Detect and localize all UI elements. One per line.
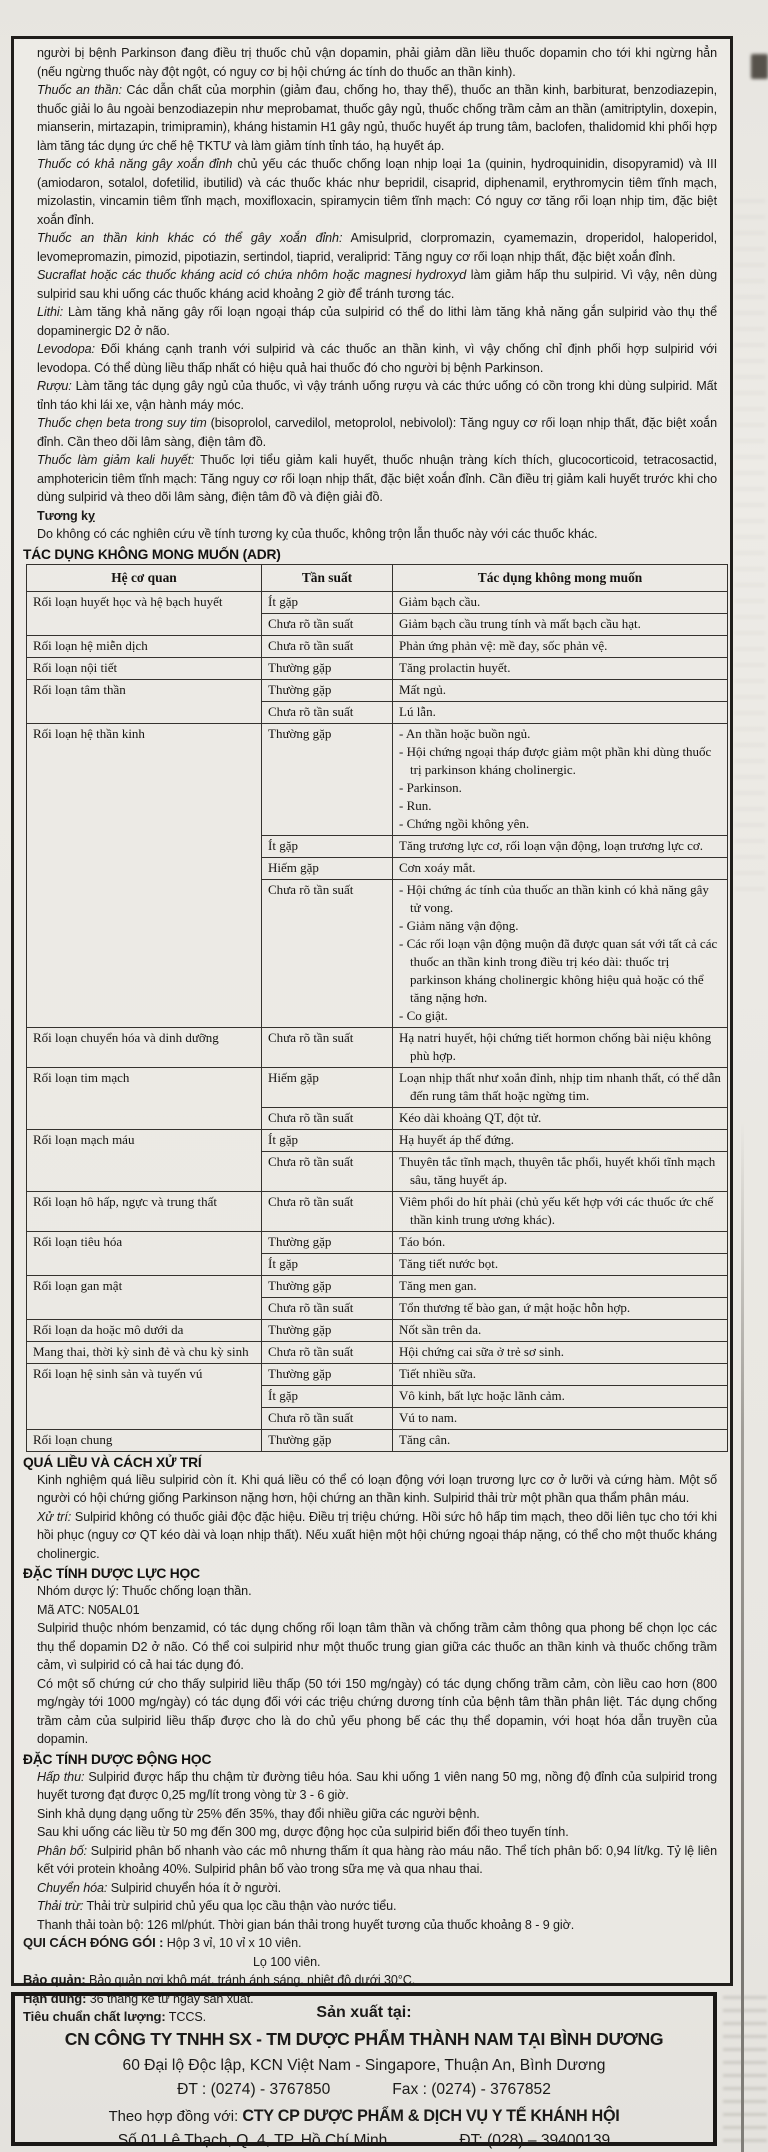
effect-line: Hạ natri huyết, hội chứng tiết hormon chống bài niệu không phù hợp. [399,1030,712,1063]
frequency-cell: Chưa rõ tần suất [262,701,393,723]
effect-line: Giảm bạch cầu trung tính và mất bạch cầu hạt. [399,616,641,631]
effect-line: Lú lẫn. [399,704,436,719]
frequency-cell: Thường gặp [262,723,393,835]
table-row [27,1191,728,1231]
paragraph: Lithi: Làm tăng khả năng gây rối loạn ngoại tháp của sulpirid có thể do lithi làm tăng khả năng gắn sulpirid vào thụ thể dopaminergic D2 ở não. [37,305,717,338]
paragraph-lead: Thuốc chẹn beta trong suy tim [37,416,207,430]
table-row [27,657,728,679]
paragraph-lead: Tương kỵ [37,508,95,523]
effect-cell [393,1129,728,1151]
bleed-through-artifact [735,200,765,900]
paragraph: Hạn dùng: 36 tháng kể từ ngày sản xuất. [23,1990,254,2006]
effect-line: Tổn thương tế bào gan, ứ mật hoặc hỗn hợp. [399,1300,631,1315]
contract-address: Số 01 Lê Thạch, Q. 4, TP. Hồ Chí Minh [117,2132,388,2149]
frequency-cell: Ít gặp [262,835,393,857]
contract-lead: Theo hợp đồng với: [108,2109,243,2125]
frequency-cell: Thường gặp [262,1363,393,1385]
section-heading: ĐẶC TÍNH DƯỢC ĐỘNG HỌC [23,1751,212,1767]
frequency-cell: Chưa rõ tần suất [262,1027,393,1067]
effect-cell [393,1407,728,1429]
paragraph: Lọ 100 viên. [253,1954,321,1969]
frequency-cell: Thường gặp [262,1231,393,1253]
paragraph-lead: Levodopa: [37,342,95,356]
paragraph-lead: Tiêu chuẩn chất lượng: [23,2009,166,2024]
effect-cell [393,613,728,635]
paragraph-lead: Sucraflat hoặc các thuốc kháng acid có chứa nhôm hoặc magnesi hydroxyd [37,268,467,282]
effect-cell [393,1191,728,1231]
paragraph: Levodopa: Đối kháng cạnh tranh với sulpirid và các thuốc an thần kinh, vì vậy chống chỉ định phối hợp sulpirid với levodopa. Có thể dùng liều thấp nhất có hiệu quả hai thuốc đó cho người bị bệnh Parkinson. [37,342,717,375]
effect-line: Hội chứng cai sữa ở trẻ sơ sinh. [399,1344,565,1359]
paragraph-lead: Bảo quản: [23,1972,86,1987]
effect-cell [393,1231,728,1253]
manufacturer-address: 60 Đại lộ Độc lập, KCN Việt Nam - Singapore, Thuận An, Bình Dương [122,2057,606,2074]
organ-cell: Mang thai, thời kỳ sinh đẻ và chu kỳ sinh [27,1341,262,1363]
section-heading: ĐẶC TÍNH DƯỢC LỰC HỌC [23,1566,200,1581]
effect-line: Tiết nhiều sữa. [399,1366,476,1381]
organ-cell: Rối loạn hệ thần kinh [27,723,262,1027]
table-row [27,679,728,701]
table-row [27,1027,728,1067]
paragraph-lead: Rượu: [37,379,72,393]
organ-cell: Rối loạn tiêu hóa [27,1231,262,1275]
column-header-frequency: Tần suất [262,564,393,591]
effect-line: - Chứng ngồi không yên. [399,816,530,831]
effect-line: Thuyên tắc tĩnh mạch, thuyên tắc phổi, huyết khối tĩnh mạch sâu, tăng huyết áp. [399,1154,716,1187]
paragraph: Rượu: Làm tăng tác dụng gây ngủ của thuốc, vì vậy tránh uống rượu và các thức uống có cồn trong khi dùng sulpirid. Mất tỉnh táo khi lái xe, vận hành máy móc. [37,379,717,412]
frequency-cell: Chưa rõ tần suất [262,1107,393,1129]
frequency-cell: Ít gặp [262,1129,393,1151]
paragraph-lead: Hấp thu: [37,1769,85,1784]
manufacturer-box [11,1992,717,2149]
paragraph: Thuốc an thần: Các dẫn chất của morphin (giảm đau, chống ho, thay thế), thuốc an thần kinh, barbiturat, benzodiazepin, thuốc giải lo âu ngoài benzodiazepin như meprobamat, thuốc gây ngủ, thuốc chống trầm cảm an thần (amitriptylin, doxepin, mianserin, mirtazapin, trimipramin), kháng histamin H1 gây ngủ, thuốc huyết áp trung tâm, baclofen, thalidomid khi phối hợp làm tăng tác dụng ức chế hệ TKTƯ và làm giảm tính tỉnh táo, hạ huyết áp. [37,83,717,153]
effect-cell [393,1297,728,1319]
frequency-cell: Thường gặp [262,1319,393,1341]
intro-paragraphs [23,44,717,544]
paragraph: người bị bệnh Parkinson đang điều trị thuốc chủ vận dopamin, phải giảm dần liều thuốc dopamin cho tới khi ngừng hẳn (nếu ngừng thuốc này đột ngột, có nguy cơ bị hội chứng ác tính do thuốc an thần kinh). [37,46,717,79]
effect-cell [393,591,728,613]
effect-cell [393,835,728,857]
effect-line: Nốt sần trên da. [399,1322,482,1337]
effect-cell [393,1107,728,1129]
effect-line: - Parkinson. [399,780,462,795]
paragraph-lead: Xử trí: [37,1509,72,1524]
paragraph: Thuốc có khả năng gây xoắn đỉnh chủ yếu các thuốc chống loạn nhịp loại 1a (quinin, hydroquinidin, disopyramid) và III (amiodaron, sotalol, dofetilid, ibutilid) và các thuốc khác như bepridil, cisaprid, diphenamil, erythromycin tiêm tĩnh mạch, mizolastin, vincamin tiêm tĩnh mạch, moxifloxacin, spiramycin tiêm tĩnh mạch: Có nguy cơ tăng rối loạn nhịp tim, đặc biệt xoắn đỉnh. [37,157,717,227]
paragraph: Có một số chứng cứ cho thấy sulpirid liều thấp (50 tới 150 mg/ngày) có tác dụng chống trầm cảm, còn liều cao hơn (800 mg/ngày tới 1000 mg/ngày) có tác dụng đối với các triệu chứng dương tính của bệnh tâm thần phân liệt. Tác dụng chống trầm cảm của sulpirid liều thấp được cho là do chủ yếu phong bế các thụ thể dopamin, với hoạt hóa dẫn truyền của dopamin. [37,1676,717,1746]
paragraph: Mã ATC: N05AL01 [37,1602,140,1617]
frequency-cell: Chưa rõ tần suất [262,635,393,657]
paragraph-lead: Thuốc an thần: [37,83,122,97]
frequency-cell: Thường gặp [262,657,393,679]
effect-cell [393,679,728,701]
effect-line: Tăng cân. [399,1432,451,1447]
effect-line: Hạ huyết áp thế đứng. [399,1132,514,1147]
effect-cell [393,1151,728,1191]
paragraph: Thuốc làm giảm kali huyết: Thuốc lợi tiểu giảm kali huyết, thuốc nhuận tràng kích thích, glucocorticoid, tetracosactid, amphotericin tiêm tĩnh mạch: Tăng nguy cơ rối loạn nhịp thất, đặc biệt xoắn đỉnh. Cần điều trị giảm kali huyết trước khi cho dùng sulpirid và theo dõi lâm sàng, điện tâm đồ và điện giải đồ. [37,453,717,504]
effect-cell [393,1341,728,1363]
frequency-cell: Chưa rõ tần suất [262,613,393,635]
frequency-cell: Chưa rõ tần suất [262,1341,393,1363]
paragraph: Hấp thu: Sulpirid được hấp thu chậm từ đường tiêu hóa. Sau khi uống 1 viên nang 50 mg, nồng độ đỉnh của sulpirid trong huyết tương đạt được 0,25 mg/lít trong vòng từ 3 - 6 giờ. [37,1769,717,1802]
paragraph: Sulpirid thuộc nhóm benzamid, có tác dụng chống rối loạn tâm thần và chống trầm cảm thông qua phong bế chọn lọc các thụ thể dopamin D2 ở não. Có thể coi sulpirid như một thuốc trung gian giữa các thuốc an thần kinh và thuốc chống trầm cảm, vì sulpirid có cả hai tác dụng đó. [37,1621,717,1672]
contract-phone: ĐT: (028) – 39400139 [459,2132,611,2149]
organ-cell: Rối loạn da hoặc mô dưới da [27,1319,262,1341]
effect-line: Giảm bạch cầu. [399,594,481,609]
table-row [27,1231,728,1253]
column-header-effect: Tác dụng không mong muốn [393,564,728,591]
paragraph-lead: Thuốc làm giảm kali huyết: [37,453,195,467]
paragraph: Phân bố: Sulpirid phân bố nhanh vào các mô nhưng thấm ít qua hàng rào máu não. Thể tích phân bố: 0,94 lít/kg. Tỷ lệ liên kết với protein khoảng 40%. Sulpirid phân bố vào trong sữa mẹ và qua nhau thai. [37,1843,717,1876]
bleed-through-artifact [723,1996,767,2146]
effect-line: Kéo dài khoảng QT, đột tử. [399,1110,542,1125]
paragraph-lead: QUI CÁCH ĐÓNG GÓI : [23,1935,164,1950]
contract-company: CTY CP DƯỢC PHẨM & DỊCH VỤ Y TẾ KHÁNH HỘI [242,2107,620,2125]
contract-address-row [15,2131,713,2151]
organ-cell: Rối loạn gan mật [27,1275,262,1319]
organ-cell: Rối loạn hô hấp, ngực và trung thất [27,1191,262,1231]
effect-cell [393,1319,728,1341]
effect-line: Mất ngủ. [399,682,446,697]
frequency-cell: Chưa rõ tần suất [262,1191,393,1231]
adr-table [26,564,728,1452]
organ-cell: Rối loạn hệ miễn dịch [27,635,262,657]
frequency-cell: Thường gặp [262,679,393,701]
effect-cell [393,1027,728,1067]
table-row [27,1129,728,1151]
frequency-cell: Thường gặp [262,1429,393,1451]
paragraph: Kinh nghiệm quá liều sulpirid còn ít. Khi quá liều có thể có loạn động với loạn trương lực cơ ở lưỡi và cứng hàm. Một số người có hội chứng giống Parkinson nặng hơn, hội chứng an thần kinh. Sulpirid thải trừ một phần qua thẩm phân máu. [37,1472,717,1505]
frequency-cell: Chưa rõ tần suất [262,1151,393,1191]
paragraph-lead: Phân bố: [37,1843,87,1858]
frequency-cell: Ít gặp [262,1385,393,1407]
paragraph: Sucraflat hoặc các thuốc kháng acid có chứa nhôm hoặc magnesi hydroxyd làm giảm hấp thu sulpirid. Vì vậy, nên dùng sulpirid sau khi uống các thuốc kháng acid khoảng 2 giờ để tránh tương tác. [37,268,718,301]
effect-cell [393,1385,728,1407]
paragraph: Thuốc chẹn beta trong suy tim (bisoprolol, carvedilol, metoprolol, nebivolol): Tăng nguy cơ rối loạn nhịp thất, đặc biệt xoắn đỉnh. Cần theo dõi lâm sàng, điện tâm đồ. [37,416,717,449]
table-row [27,591,728,613]
effect-line: Vô kinh, bất lực hoặc lãnh cảm. [399,1388,565,1403]
manufactured-at-label: Sản xuất tại: [316,2004,412,2021]
effect-line: Cơn xoáy mắt. [399,860,476,875]
manufacturer-fax: Fax : (0274) - 3767852 [392,2081,551,2098]
paragraph: Do không có các nghiên cứu về tính tương kỵ của thuốc, không trộn lẫn thuốc này với các thuốc khác. [37,527,598,541]
scan-edge-mark [751,54,768,79]
paragraph: Chuyển hóa: Sulpirid chuyển hóa ít ở người. [37,1880,281,1895]
effect-cell [393,657,728,679]
frequency-cell: Chưa rõ tần suất [262,1407,393,1429]
table-row [27,723,728,835]
effect-line: Phản ứng phản vệ: mề đay, sốc phản vệ. [399,638,608,653]
post-table-sections [23,1455,717,1935]
paragraph: Thải trừ: Thải trừ sulpirid chủ yếu qua lọc cầu thận vào nước tiểu. [37,1899,397,1913]
adr-table-head [27,564,728,591]
effect-cell [393,635,728,657]
manufacturer-contact-row [15,2080,713,2100]
effect-line: - Giảm năng vận động. [399,918,519,933]
frequency-cell: Chưa rõ tần suất [262,879,393,1027]
paragraph: Sau khi uống các liều từ 50 mg đến 300 mg, dược động học của sulpirid biến đổi theo tuyến tính. [37,1825,569,1839]
table-row [27,1429,728,1451]
adr-table-body [27,591,728,1451]
paragraph: Xử trí: Sulpirid không có thuốc giải độc đặc hiệu. Điều trị triệu chứng. Hồi sức hô hấp tim mạch, theo dõi liên tục cho tới khi hồi phục (nguy cơ QT kéo dài và loạn nhịp thất). Nếu xuất hiện một hội chứng ngoại tháp nặng, có thể cho một thuốc kháng cholinergic. [37,1509,717,1561]
effect-cell [393,1429,728,1451]
effect-line: - Co giật. [399,1008,448,1023]
effect-line: - Run. [399,798,432,813]
effect-line: Tăng trương lực cơ, rối loạn vận động, loạn trương lực cơ. [399,838,704,853]
table-row [27,1341,728,1363]
effect-cell [393,1253,728,1275]
paragraph [37,507,717,526]
effect-cell [393,723,728,835]
effect-cell [393,1275,728,1297]
effect-line: - An thần hoặc buồn ngủ. [399,726,531,741]
paragraph: Nhóm dược lý: Thuốc chống loạn thần. [37,1584,252,1598]
effect-cell [393,857,728,879]
effect-line: Loạn nhịp thất như xoắn đỉnh, nhịp tim nhanh thất, có thể dẫn đến rung tâm thất hoặc ngừng tim. [399,1070,721,1103]
frequency-cell: Ít gặp [262,591,393,613]
table-row [27,1319,728,1341]
effect-cell [393,879,728,1027]
column-header-organ: Hệ cơ quan [27,564,262,591]
organ-cell: Rối loạn mạch máu [27,1129,262,1191]
table-row [27,1067,728,1107]
paragraph-lead: Chuyển hóa: [37,1880,108,1895]
section-heading: QUÁ LIỀU VÀ CÁCH XỬ TRÍ [23,1454,202,1470]
effect-cell [393,1067,728,1107]
adr-section-title: TÁC DỤNG KHÔNG MONG MUỐN (ADR) [23,546,281,562]
table-row [27,635,728,657]
organ-cell: Rối loạn nội tiết [27,657,262,679]
effect-cell [393,1363,728,1385]
effect-line: - Hội chứng ngoại tháp được giảm một phần khi dùng thuốc trị parkinson kháng cholinergic. [399,744,712,777]
table-row [27,1363,728,1385]
frequency-cell: Chưa rõ tần suất [262,1297,393,1319]
effect-line: Táo bón. [399,1234,446,1249]
effect-line: Vú to nam. [399,1410,458,1425]
manufacturer-phone: ĐT : (0274) - 3767850 [177,2081,331,2098]
paragraph-lead: Thải trừ: [37,1899,84,1913]
effect-line: Tăng prolactin huyết. [399,660,511,675]
organ-cell: Rối loạn tâm thần [27,679,262,723]
frequency-cell: Hiếm gặp [262,1067,393,1107]
paragraph: Bảo quản: Bảo quản nơi khô mát, tránh ánh sáng, nhiệt độ dưới 30°C. [23,1972,416,1987]
paragraph: QUI CÁCH ĐÓNG GÓI : Hộp 3 vỉ, 10 vỉ x 10 viên. [23,1935,302,1950]
table-header-row [27,564,728,591]
paragraph: Thanh thải toàn bộ: 126 ml/phút. Thời gian bán thải trong huyết tương của thuốc khoảng 8 - 9 giờ. [37,1917,575,1932]
table-row [27,1275,728,1297]
frequency-cell: Ít gặp [262,1253,393,1275]
contract-line [15,2106,713,2127]
effect-line: Viêm phổi do hít phải (chủ yếu kết hợp với các thuốc ức chế thần kinh trung ương khác). [399,1194,714,1227]
effect-line: Tăng men gan. [399,1278,477,1293]
paragraph: Sinh khả dụng dạng uống từ 25% đến 35%, thay đổi nhiều giữa các người bệnh. [37,1806,480,1821]
paragraph-lead: Lithi: [37,305,64,319]
organ-cell: Rối loạn chuyển hóa và dinh dưỡng [27,1027,262,1067]
paragraph-lead: Hạn dùng: [23,1990,87,2006]
organ-cell: Rối loạn chung [27,1429,262,1451]
organ-cell: Rối loạn tim mạch [27,1067,262,1129]
frequency-cell: Hiếm gặp [262,857,393,879]
organ-cell: Rối loạn hệ sinh sản và tuyến vú [27,1363,262,1429]
paragraph: Tiêu chuẩn chất lượng: TCCS. [23,2009,207,2024]
effect-line: Tăng tiết nước bọt. [399,1256,499,1271]
paragraph: Thuốc an thần kinh khác có thể gây xoắn đỉnh: Amisulprid, clorpromazin, cyamemazin, droperidol, haloperidol, levomepromazin, pimozid, pipotiazin, sertindol, tiaprid, veraliprid: Tăng nguy cơ rối loạn nhịp thất, đặc biệt xoắn đỉnh. [37,231,717,264]
effect-line: - Các rối loạn vận động muộn đã được quan sát với tất cả các thuốc an thần kinh trong điều trị kéo dài: thuốc trị parkinson kháng cholinergic không hiệu quả hoặc có thể tăng nặng hơn. [399,936,718,1005]
effect-cell [393,701,728,723]
frequency-cell: Thường gặp [262,1275,393,1297]
manufacturer-name: CN CÔNG TY TNHH SX - TM DƯỢC PHẨM THÀNH NAM TẠI BÌNH DƯƠNG [64,2029,664,2049]
organ-cell: Rối loạn huyết học và hệ bạch huyết [27,591,262,635]
paragraph-lead: Thuốc an thần kinh khác có thể gây xoắn đỉnh: [37,231,343,245]
paragraph-lead: Thuốc có khả năng gây xoắn đỉnh [37,157,233,171]
effect-line: - Hội chứng ác tính của thuốc an thần kinh có khả năng gây tử vong. [399,882,709,915]
